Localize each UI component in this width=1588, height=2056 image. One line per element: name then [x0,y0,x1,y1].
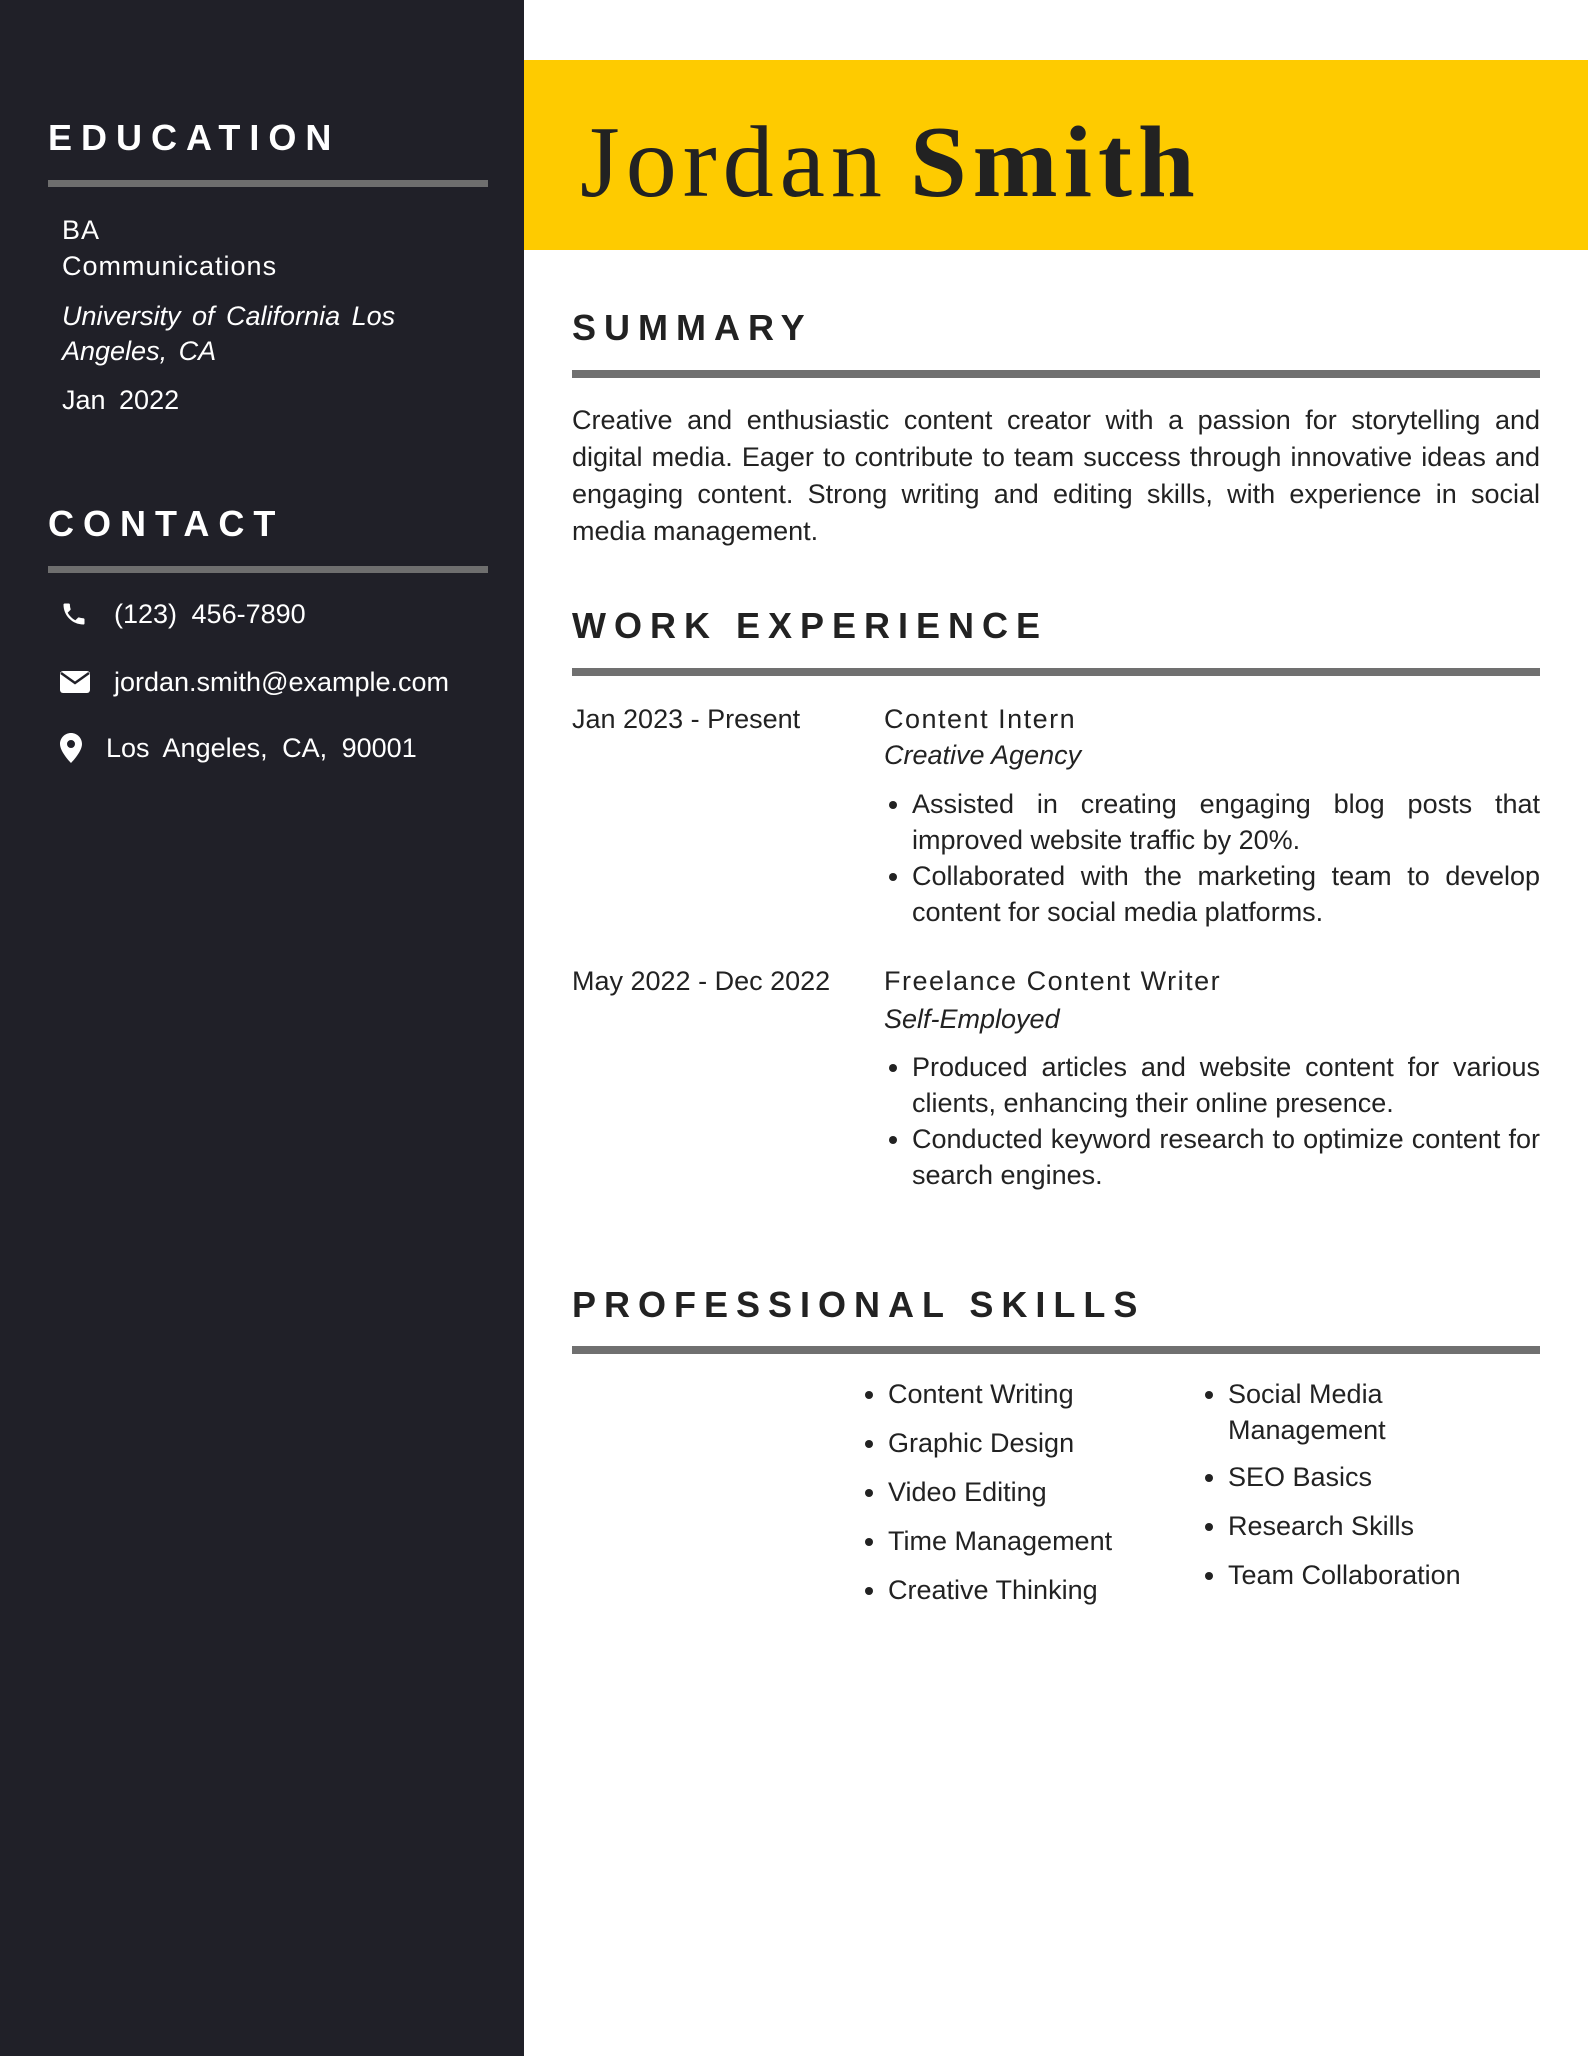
skill-item: • Content Writing [888,1376,1188,1412]
skill-item: • Time Management [888,1523,1188,1559]
map-pin-icon [60,732,92,764]
job-company: Self-Employed [884,1004,1060,1034]
contact-email-row [60,666,449,698]
skills-column-2 [1228,1376,1488,1606]
job-bullet: • Collaborated with the marketing team to develop content for social media platforms. [912,858,1540,930]
job-bullet-list [912,786,1540,930]
skill-item: • Creative Thinking [888,1572,1188,1608]
last-name: Smith [909,106,1201,219]
skills-column-1 [888,1376,1188,1621]
first-name: Jordan [580,106,888,219]
education-school: University of California Los Angeles, CA [62,301,396,367]
job-title: Content Intern [884,704,1077,734]
sidebar [0,0,524,2056]
experience-divider [572,668,1540,676]
education-degree: BA [62,215,101,245]
job-bullet-list [912,1049,1540,1193]
education-divider [48,180,488,187]
job-company: Creative Agency [884,740,1082,770]
skill-item: • Social Media Management [1228,1376,1488,1448]
contact-location: Los Angeles, CA, 90001 [106,732,417,763]
job-title: Freelance Content Writer [884,966,1222,996]
skill-item: • Video Editing [888,1474,1188,1510]
contact-location-row [60,732,417,764]
skill-item: • Graphic Design [888,1425,1188,1461]
contact-phone[interactable]: (123) 456-7890 [114,598,306,629]
summary-text: Creative and enthusiastic content creator with a passion for storytelling and digital media. Eager to contribute to team success through innovative ideas and engaging content. Strong writing and editing skills, with experience in social media management. [572,405,1540,546]
job-date: May 2022 - Dec 2022 [572,966,831,996]
skill-item: • SEO Basics [1228,1459,1488,1495]
summary-heading: SUMMARY [572,307,813,348]
education-heading: EDUCATION [48,117,341,158]
job-bullet: • Produced articles and website content for various clients, enhancing their online presence. [912,1049,1540,1121]
name-banner [524,60,1588,250]
education-date: Jan 2022 [62,385,180,415]
skills-divider [572,1346,1540,1354]
contact-heading: CONTACT [48,503,285,544]
phone-icon [60,598,92,630]
skill-item: • Research Skills [1228,1508,1488,1544]
contact-phone-row [60,598,306,630]
job-date: Jan 2023 - Present [572,704,801,734]
job-bullet: • Conducted keyword research to optimize content for search engines. [912,1121,1540,1193]
envelope-icon [60,666,92,698]
contact-email[interactable]: jordan.smith@example.com [114,666,450,697]
candidate-name [580,106,1201,219]
job-bullet: • Assisted in creating engaging blog posts that improved website traffic by 20%. [912,786,1540,858]
skill-item: • Team Collaboration [1228,1557,1488,1593]
contact-divider [48,566,488,573]
skills-heading: PROFESSIONAL SKILLS [572,1284,1146,1325]
summary-divider [572,370,1540,378]
experience-heading: WORK EXPERIENCE [572,605,1049,646]
education-major: Communications [62,251,278,281]
